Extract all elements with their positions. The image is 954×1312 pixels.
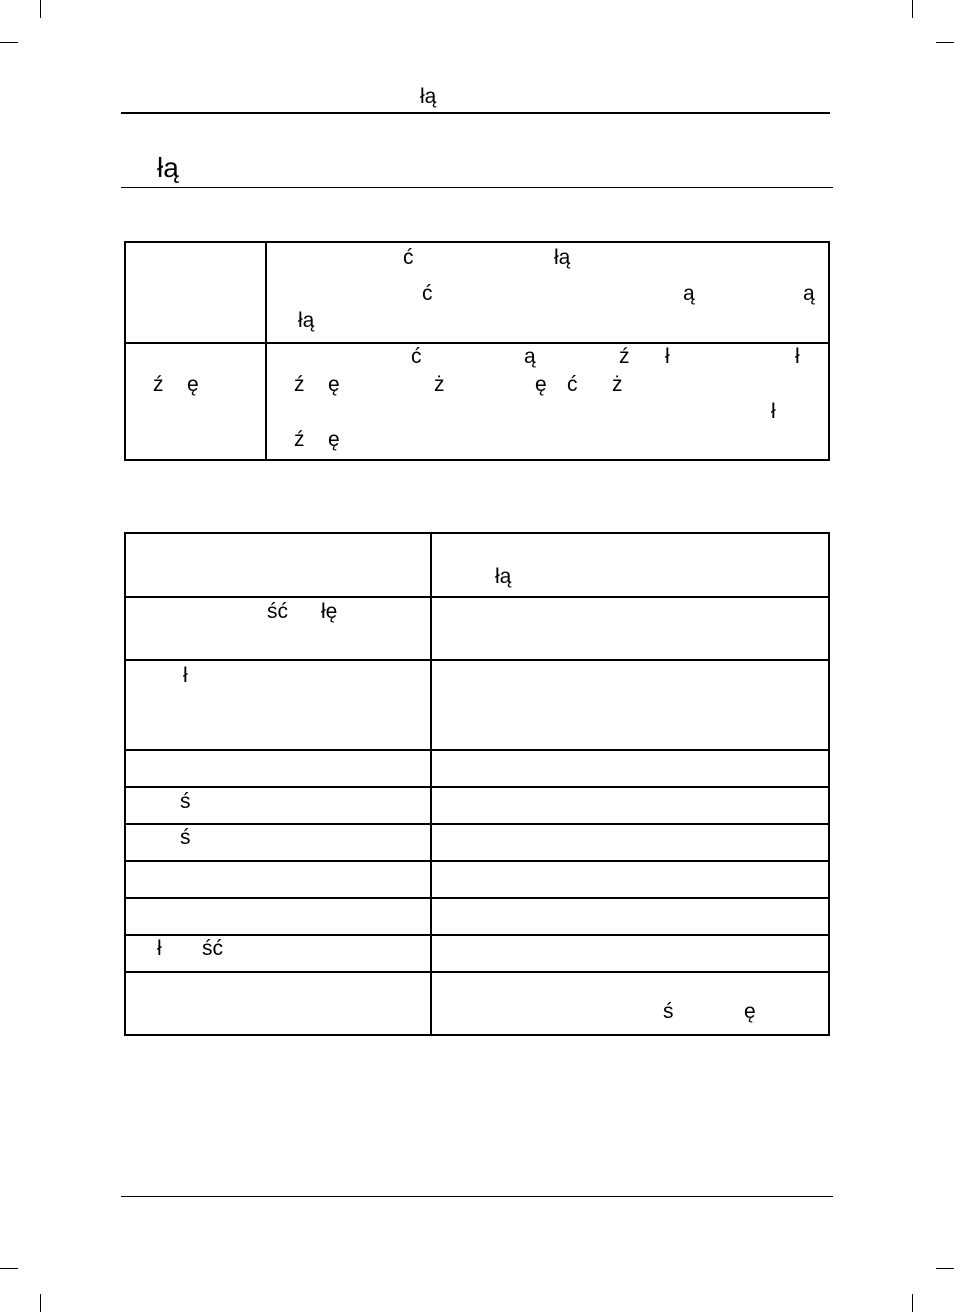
text-fragment: ź bbox=[153, 373, 164, 396]
table-row bbox=[125, 343, 829, 460]
text-fragment: ś bbox=[180, 826, 191, 849]
table-cell-label bbox=[125, 787, 431, 824]
section-rule bbox=[121, 187, 833, 188]
header-rule bbox=[121, 112, 830, 114]
crop-mark bbox=[936, 42, 954, 43]
table-cell-label bbox=[125, 824, 431, 861]
text-fragment: ą bbox=[683, 282, 695, 305]
table-row bbox=[125, 787, 829, 824]
text-fragment: ść bbox=[267, 600, 288, 623]
table-cell-label bbox=[125, 533, 431, 597]
table-cell-label bbox=[125, 242, 266, 343]
table-cell-label bbox=[125, 861, 431, 898]
text-fragment: łę bbox=[321, 600, 338, 623]
text-fragment: ź bbox=[294, 428, 305, 451]
text-fragment: ż bbox=[612, 373, 623, 396]
text-fragment: łą bbox=[298, 309, 315, 332]
text-fragment: ś bbox=[180, 790, 191, 813]
table-row bbox=[125, 750, 829, 787]
table-cell-label bbox=[125, 660, 431, 750]
text-fragment: ł bbox=[771, 400, 776, 423]
text-fragment: ć bbox=[422, 282, 433, 305]
table-cell-label bbox=[125, 597, 431, 660]
table-cell-value bbox=[431, 824, 829, 861]
crop-mark bbox=[0, 42, 18, 43]
text-fragment: ś bbox=[663, 1000, 674, 1023]
text-fragment: łą bbox=[554, 246, 571, 269]
specs-table bbox=[124, 241, 830, 461]
table-row bbox=[125, 242, 829, 343]
text-fragment: ł bbox=[183, 664, 188, 687]
text-fragment: ę bbox=[328, 373, 340, 396]
text-fragment: ć bbox=[411, 345, 422, 368]
table-cell-value bbox=[431, 533, 829, 597]
table-row bbox=[125, 597, 829, 660]
text-fragment: ł bbox=[665, 345, 670, 368]
text-fragment: ć bbox=[567, 373, 578, 396]
text-fragment: ę bbox=[328, 428, 340, 451]
text-fragment: ł bbox=[795, 345, 800, 368]
table-row bbox=[125, 898, 829, 935]
table-row bbox=[125, 861, 829, 898]
crop-mark bbox=[40, 1294, 41, 1312]
table-cell-value bbox=[431, 750, 829, 787]
crop-mark bbox=[912, 0, 913, 18]
table-cell-value bbox=[431, 597, 829, 660]
crop-mark bbox=[912, 1294, 913, 1312]
table-cell-value bbox=[431, 935, 829, 972]
text-fragment: łą bbox=[495, 565, 512, 588]
table-cell-value bbox=[266, 242, 829, 343]
table-row bbox=[125, 935, 829, 972]
table-row bbox=[125, 972, 829, 1035]
text-fragment: ę bbox=[744, 1000, 756, 1023]
text-fragment: ą bbox=[524, 345, 536, 368]
table-cell-label bbox=[125, 898, 431, 935]
crop-mark bbox=[40, 0, 41, 18]
footer-rule bbox=[121, 1196, 833, 1197]
table-cell-value bbox=[431, 861, 829, 898]
table-cell-value bbox=[431, 972, 829, 1035]
table-cell-label bbox=[125, 972, 431, 1035]
table-cell-value bbox=[431, 898, 829, 935]
section-title: łą bbox=[157, 152, 179, 183]
text-fragment: ż bbox=[434, 373, 445, 396]
table-cell-value bbox=[266, 343, 829, 460]
crop-mark bbox=[936, 1268, 954, 1269]
text-fragment: ę bbox=[187, 373, 199, 396]
table-cell-label bbox=[125, 343, 266, 460]
table-cell-label bbox=[125, 750, 431, 787]
text-fragment: ć bbox=[403, 246, 414, 269]
page-header: łą bbox=[420, 85, 437, 108]
text-fragment: ź bbox=[619, 345, 630, 368]
table-cell-value bbox=[431, 660, 829, 750]
text-fragment: ść bbox=[202, 937, 223, 960]
text-fragment: ź bbox=[294, 373, 305, 396]
text-fragment: ą bbox=[803, 282, 815, 305]
table-cell-value bbox=[431, 787, 829, 824]
table-row bbox=[125, 660, 829, 750]
table-cell-label bbox=[125, 935, 431, 972]
crop-mark bbox=[0, 1268, 18, 1269]
text-fragment: ł bbox=[157, 937, 162, 960]
details-table bbox=[124, 532, 830, 1036]
table-row bbox=[125, 824, 829, 861]
table-row bbox=[125, 533, 829, 597]
text-fragment: ę bbox=[535, 373, 547, 396]
